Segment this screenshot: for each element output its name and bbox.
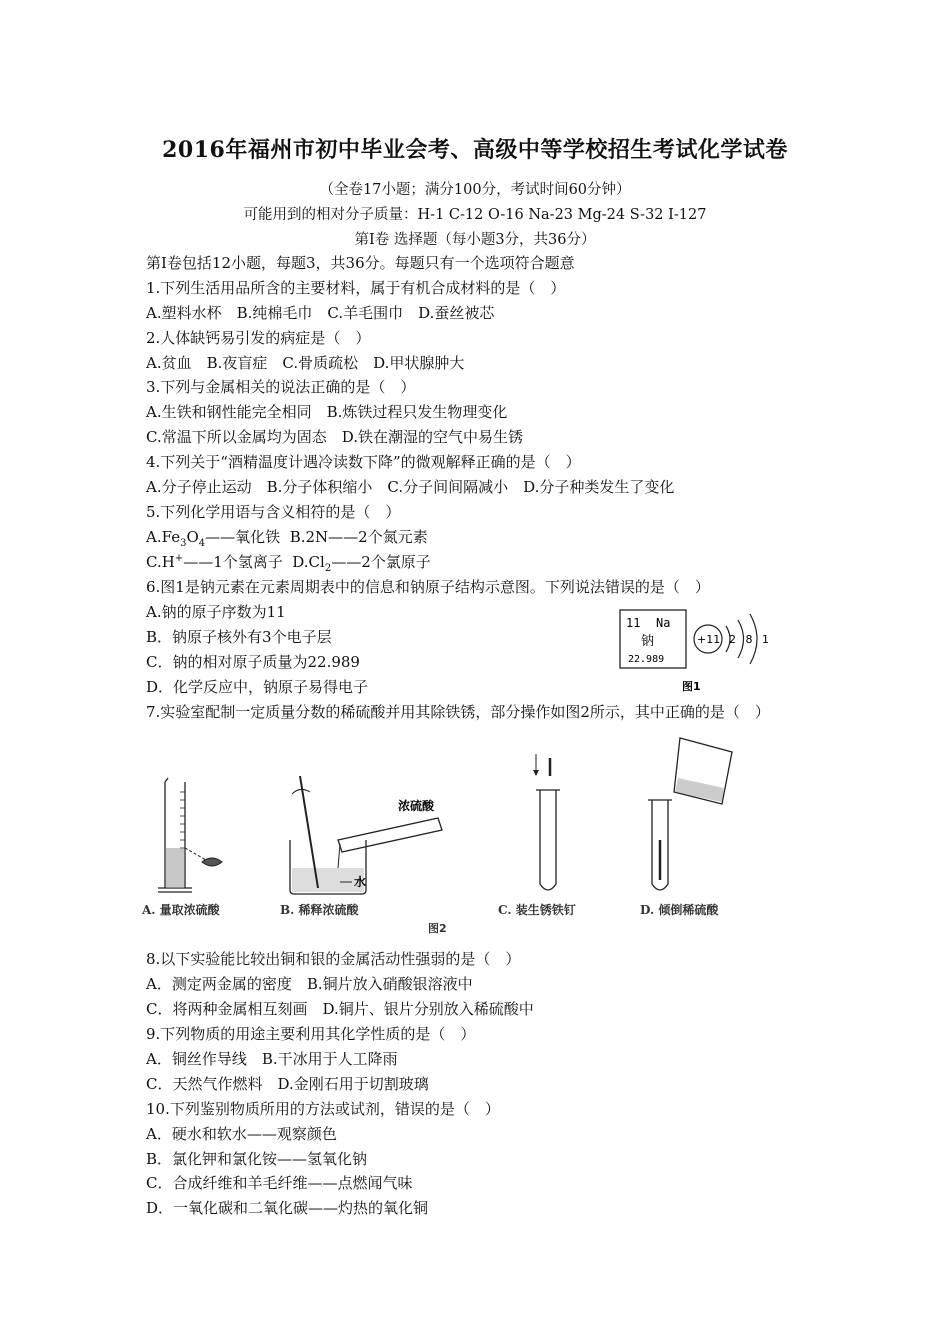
option-a-meaning: ——氧化铁 [205, 528, 281, 546]
figure-1-caption: 图1 [682, 680, 701, 693]
option-d-meaning: ——2个氯原子 [331, 553, 431, 571]
question-5-options-ab [146, 526, 428, 549]
figure-2-caption: 图2 [428, 922, 447, 935]
nuclear-charge: +11 [697, 633, 721, 646]
figure-2-label-b: B. 稀释浓硫酸 [280, 903, 359, 917]
question-3-stem: 3.下列与金属相关的说法正确的是（ ） [146, 378, 416, 396]
question-3-options-ab: A.生铁和钢性能完全相同 B.炼铁过程只发生物理变化 [146, 403, 508, 421]
question-9-options-ab: A．铜丝作导线 B.干冰用于人工降雨 [146, 1050, 398, 1068]
question-1-stem: 1.下列生活用品所含的主要材料，属于有机合成材料的是（ ） [146, 279, 566, 297]
question-9-stem: 9.下列物质的用途主要利用其化学性质的是（ ） [146, 1025, 476, 1043]
figure-2-label-a: A. 量取浓硫酸 [142, 903, 220, 917]
question-10-option-c: C．合成纤维和羊毛纤维——点燃闻气味 [146, 1174, 413, 1192]
question-2-options: A.贫血 B.夜盲症 C.骨质疏松 D.甲状腺肿大 [146, 354, 465, 372]
question-10-stem: 10.下列鉴别物质所用的方法或试剂，错误的是（ ） [146, 1100, 500, 1118]
question-5-stem: 5.下列化学用语与含义相符的是（ ） [146, 503, 401, 521]
stirring-arrow [292, 789, 310, 794]
question-4-stem: 4.下列关于“酒精温度计遇冷读数下降”的微观解释正确的是（ ） [146, 453, 581, 471]
question-1-options: A.塑料水杯 B.纯棉毛巾 C.羊毛围巾 D.蚕丝被芯 [146, 304, 495, 322]
page-title: 2016年福州市初中毕业会考、高级中等学校招生考试化学试卷 [162, 137, 788, 163]
question-10-option-a: A．硬水和软水——观察颜色 [146, 1125, 337, 1143]
atomic-masses: 可能用到的相对分子质量：H-1 C-12 O-16 Na-23 Mg-24 S-32 I-127 [243, 207, 707, 223]
option-b: B.2N——2个氮元素 [289, 528, 428, 546]
cylinder-liquid [166, 848, 184, 888]
test-tube-b [338, 818, 442, 852]
acid-label: 浓硫酸 [398, 799, 435, 813]
option-d-formula: $D.Cl_2$ [292, 553, 332, 574]
section-title: 第Ⅰ卷 选择题（每小题3分，共36分） [354, 232, 596, 248]
question-5-options-cd [146, 551, 431, 574]
question-8-options-ab: A．测定两金属的密度 B.铜片放入硝酸银溶液中 [146, 975, 473, 993]
question-6-stem: 6.图1是钠元素在元素周期表中的信息和钠原子结构示意图。下列说法错误的是（ ） [146, 578, 710, 596]
question-6-option-a: A.钠的原子序数为11 [146, 603, 286, 621]
atomic-number: 11 [626, 616, 641, 630]
element-name: 钠 [641, 634, 655, 649]
question-2-stem: 2.人体缺钙易引发的病症是（ ） [146, 329, 371, 347]
exam-info: （全卷17小题；满分100分，考试时间60分钟） [319, 182, 631, 198]
element-symbol: Na [656, 616, 671, 630]
question-10-option-d: D．一氧化碳和二氧化碳——灼热的氧化铜 [146, 1199, 429, 1217]
figure-2-label-d: D. 倾倒稀硫酸 [640, 903, 719, 917]
figure-2-operations [140, 730, 780, 935]
question-10-option-b: B．氯化钾和氯化铵——氢氧化钠 [146, 1150, 368, 1168]
question-6-option-c: C．钠的相对原子质量为22.989 [146, 653, 360, 671]
question-4-options: A.分子停止运动 B.分子体积缩小 C.分子间间隔减小 D.分子种类发生了变化 [146, 478, 675, 496]
test-tube-c [536, 790, 560, 890]
question-6-option-d: D．化学反应中，钠原子易得电子 [146, 678, 369, 696]
question-8-stem: 8.以下实验能比较出铜和银的金属活动性强弱的是（ ） [146, 950, 521, 968]
question-9-options-cd: C．天然气作燃料 D.金刚石用于切割玻璃 [146, 1075, 429, 1093]
option-a-formula: $A.Fe_3O_4$ [146, 528, 206, 549]
question-7-stem: 7.实验室配制一定质量分数的稀硫酸并用其除铁锈，部分操作如图2所示，其中正确的是（ ） [146, 703, 770, 721]
section-intro: 第Ⅰ卷包括12小题，每题3，共36分。每题只有一个选项符合题意 [146, 254, 575, 272]
option-c-formula: C.H+ [146, 553, 184, 571]
figure-1-sodium [618, 606, 778, 696]
option-c-meaning: ——1个氢离子 [183, 553, 283, 571]
figure-2-label-c: C. 装生锈铁钉 [498, 903, 576, 917]
water-label: 水 [354, 875, 367, 889]
question-3-options-cd: C.常温下所以金属均为固态 D.铁在潮湿的空气中易生锈 [146, 428, 523, 446]
question-6-option-b: B．钠原子核外有3个电子层 [146, 628, 332, 646]
atomic-mass: 22.989 [628, 654, 665, 665]
question-8-options-cd: C．将两种金属相互刻画 D.铜片、银片分别放入稀硫酸中 [146, 1000, 534, 1018]
electron-counts: 2 8 1 [729, 633, 769, 646]
sight-line [185, 848, 206, 860]
